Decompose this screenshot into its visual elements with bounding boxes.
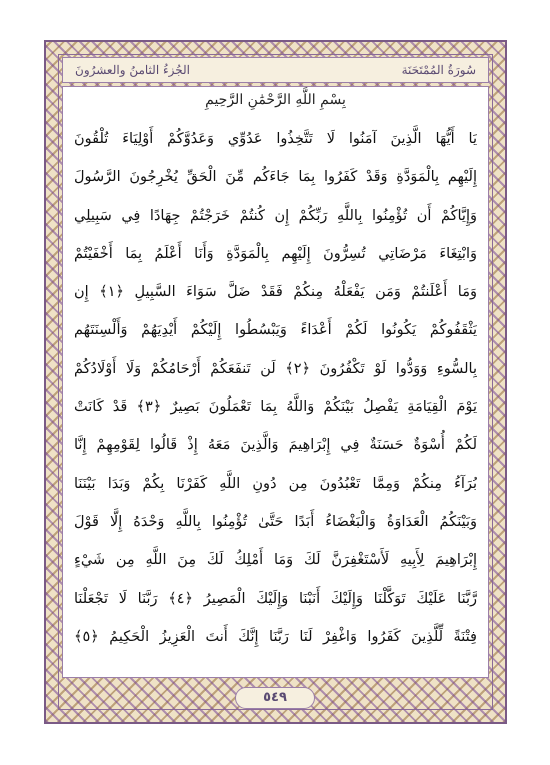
verse-line-5: وَمَا أَعْلَنتُمْ وَمَن يَفْعَلْهُ مِنكُمْ فَقَدْ ضَلَّ سَوَاءَ السَّبِيلِ ﴿١﴾ إِن bbox=[74, 284, 477, 301]
juz-label: الجُزءُ الثامنُ والعشرُونَ bbox=[75, 63, 190, 77]
verse-line-12: إِبْرَاهِيمَ لِأَبِيهِ لَأَسْتَغْفِرَنَّ لَكَ وَمَا أَمْلِكُ لَكَ مِنَ اللَّهِ مِن شَيْءٍ bbox=[74, 552, 477, 569]
verse-line-13: رَّبَّنَا عَلَيْكَ تَوَكَّلْنَا وَإِلَيْكَ أَنَبْنَا وَإِلَيْكَ الْمَصِيرُ ﴿٤﴾ رَبَّنَا لَا تَجْعَلْنَا bbox=[74, 590, 477, 607]
verse-line-4: وَابْتِغَاءَ مَرْضَاتِي تُسِرُّونَ إِلَيْهِم بِالْمَوَدَّةِ وَأَنَا أَعْلَمُ بِمَا أَخْفَيْتُمْ bbox=[74, 245, 477, 262]
verse-line-9: لَكُمْ أُسْوَةٌ حَسَنَةٌ فِي إِبْرَاهِيمَ وَالَّذِينَ مَعَهُ إِذْ قَالُوا لِقَوْمِهِمْ إِنَّا bbox=[74, 437, 477, 454]
page-number: ٥٤٩ bbox=[235, 687, 315, 709]
verse-lines bbox=[74, 120, 477, 656]
basmala: بِسْمِ اللَّهِ الرَّحْمَٰنِ الرَّحِيمِ bbox=[205, 92, 346, 108]
verse-line-1: يَا أَيُّهَا الَّذِينَ آمَنُوا لَا تَتَّخِذُوا عَدُوِّي وَعَدُوَّكُمْ أَوْلِيَاءَ تُلْقُونَ bbox=[74, 131, 477, 147]
verse-line-3: وَإِيَّاكُمْ أَن تُؤْمِنُوا بِاللَّهِ رَبِّكُمْ إِن كُنتُمْ خَرَجْتُمْ جِهَادًا فِي سَبِيلِي bbox=[74, 207, 477, 224]
verse-line-14: فِتْنَةً لِّلَّذِينَ كَفَرُوا وَاغْفِرْ لَنَا رَبَّنَا إِنَّكَ أَنتَ الْعَزِيزُ الْحَكِيمُ ﴿٥﴾ bbox=[74, 628, 477, 645]
verse-line-6: يَثْقَفُوكُمْ يَكُونُوا لَكُمْ أَعْدَاءً وَيَبْسُطُوا إِلَيْكُمْ أَيْدِيَهُمْ وَأَلْسِنَتَهُم bbox=[74, 322, 477, 339]
verse-line-8: يَوْمَ الْقِيَامَةِ يَفْصِلُ بَيْنَكُمْ وَاللَّهُ بِمَا تَعْمَلُونَ بَصِيرٌ ﴿٣﴾ قَدْ كَانَتْ bbox=[74, 399, 477, 416]
verse-line-2: إِلَيْهِم بِالْمَوَدَّةِ وَقَدْ كَفَرُوا بِمَا جَاءَكُم مِّنَ الْحَقِّ يُخْرِجُونَ الرَّسُولَ bbox=[74, 169, 477, 186]
verse-line-10: بُرَآءُ مِنكُمْ وَمِمَّا تَعْبُدُونَ مِن دُونِ اللَّهِ كَفَرْنَا بِكُمْ وَبَدَا بَيْنَنَا bbox=[74, 475, 477, 492]
surah-label: سُورَةُ المُمْتَحَنَة bbox=[401, 63, 476, 77]
page-header bbox=[62, 57, 489, 83]
verse-line-11: وَبَيْنَكُمُ الْعَدَاوَةُ وَالْبَغْضَاءُ أَبَدًا حَتَّىٰ تُؤْمِنُوا بِاللَّهِ وَحْدَهُ إِلَّا قَوْلَ bbox=[74, 513, 477, 530]
verse-line-7: بِالسُّوءِ وَوَدُّوا لَوْ تَكْفُرُونَ ﴿٢﴾ لَن تَنفَعَكُمْ أَرْحَامُكُمْ وَلَا أَوْلَادُكُمْ bbox=[74, 360, 477, 377]
